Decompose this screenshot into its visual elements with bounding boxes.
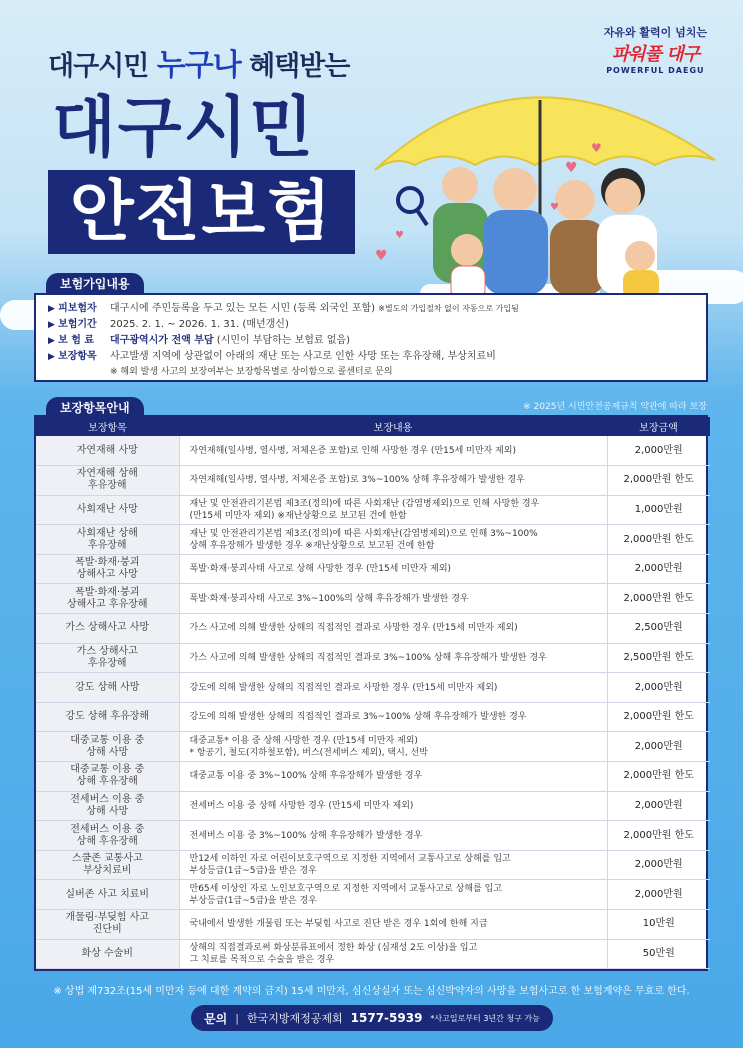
row-value: 대구시에 주민등록을 두고 있는 모든 시민 (등록 외국인 포함) [110,303,376,314]
coverage-amount: 2,000만원 [607,880,710,910]
coverage-amount: 1,000만원 [607,495,710,525]
coverage-item: 폭발·화재·붕괴 상해사고 후유장해 [36,584,179,614]
coverage-tab: 보장항목안내 [46,397,144,419]
coverage-amount: 2,000만원 [607,673,710,703]
row-value: 2025. 2. 1. ~ 2026. 1. 31. (매년갱신) [110,319,289,330]
coverage-desc: 가스 사고에 의해 발생한 상해의 직접적인 결과로 3%~100% 상해 후유장해가 발생한 경우 [179,643,607,673]
table-row [36,525,710,555]
coverage-item: 개물림·부딪힘 사고 진단비 [36,910,179,940]
coverage-item: 자연재해 사망 [36,436,179,466]
coverage-item: 실버존 사고 치료비 [36,880,179,910]
row-key: ▶ 피보험자 [48,301,110,317]
coverage-desc: 가스 사고에 의해 발생한 상해의 직접적인 결과로 사망한 경우 (만15세 미만자 제외) [179,614,607,644]
table-row [36,466,710,496]
coverage-amount: 10만원 [607,910,710,940]
svg-text:♥: ♥ [375,248,388,264]
row-value: (시민이 부담하는 보험료 없음) [216,335,351,346]
coverage-item: 강도 상해 사망 [36,673,179,703]
coverage-item: 전세버스 이용 중 상해 사망 [36,791,179,821]
subtitle-highlight: 누구나 [156,48,241,83]
column-header: 보장금액 [607,417,710,436]
family-umbrella-illustration [355,60,735,300]
row-key: ▶ 보험기간 [48,317,110,333]
contact-phone[interactable]: 1577-5939 [350,1011,423,1025]
enrollment-tab: 보험가입내용 [46,273,144,295]
enrollment-row [48,349,694,365]
coverage-item: 폭발·화재·붕괴 상해사고 사망 [36,554,179,584]
divider: | [235,1011,239,1025]
row-key: ▶ 보장항목 [48,349,110,365]
coverage-desc: 대중교통 이용 중 3%~100% 상해 후유장해가 발생한 경우 [179,762,607,792]
table-row [36,643,710,673]
table-row [36,939,710,969]
table-row [36,762,710,792]
coverage-amount: 2,000만원 한도 [607,525,710,555]
table-row [36,554,710,584]
coverage-desc: 대중교통* 이용 중 상해 사망한 경우 (만15세 미만자 제외) * 항공기, 철도(지하철포함), 버스(전세버스 제외), 택시, 선박 [179,732,607,762]
coverage-amount: 2,000만원 한도 [607,762,710,792]
coverage-amount: 2,000만원 한도 [607,821,710,851]
coverage-amount: 50만원 [607,939,710,969]
coverage-desc: 재난 및 안전관리기본법 제3조(정의)에 따른 사회재난(감염병제외)으로 인해 3%~100% 상해 후유장해가 발생한 경우 ※재난상황으로 보고된 건에 한함 [179,525,607,555]
coverage-item: 대중교통 이용 중 상해 후유장해 [36,762,179,792]
coverage-amount: 2,500만원 [607,614,710,644]
enrollment-row [48,317,694,333]
coverage-desc: 폭발·화재·붕괴사태 사고로 상해 사망한 경우 (만15세 미만자 제외) [179,554,607,584]
brand-name: 파워풀 대구 [611,44,699,65]
coverage-item: 가스 상해사고 사망 [36,614,179,644]
table-row [36,495,710,525]
coverage-desc: 만12세 이하인 자로 어린이보호구역으로 지정한 지역에서 교통사고로 상해를 입고 부상등급(1급~5급)을 받은 경우 [179,850,607,880]
coverage-item: 대중교통 이용 중 상해 사망 [36,732,179,762]
enrollment-row [48,333,694,349]
row-key: ▶ 보 험 료 [48,333,110,349]
table-row [36,880,710,910]
coverage-item: 화상 수술비 [36,939,179,969]
table-row [36,614,710,644]
coverage-desc: 전세버스 이용 중 상해 사망한 경우 (만15세 미만자 제외) [179,791,607,821]
coverage-table [34,415,708,971]
coverage-desc: 강도에 의해 발생한 상해의 직접적인 결과로 3%~100% 상해 후유장해가 발생한 경우 [179,702,607,732]
row-note: ※별도의 가입절차 없이 자동으로 가입됨 [378,304,519,313]
coverage-desc: 만65세 이상인 자로 노인보호구역으로 지정한 지역에서 교통사고로 상해를 입고 부상등급(1급~5급)을 받은 경우 [179,880,607,910]
coverage-note: ※ 2025년 시민안전공제규칙 약관에 따라 보장 [523,402,707,412]
svg-text:♥: ♥ [565,160,578,176]
table-row [36,821,710,851]
coverage-desc: 강도에 의해 발생한 상해의 직접적인 결과로 사망한 경우 (만15세 미만자 제외) [179,673,607,703]
coverage-desc: 전세버스 이용 중 3%~100% 상해 후유장해가 발생한 경우 [179,821,607,851]
coverage-desc: 재난 및 안전관리기본법 제3조(정의)에 따른 사회재난 (감염병제외)으로 인해 사망한 경우 (만15세 미만자 제외) ※재난상황으로 보고된 건에 한함 [179,495,607,525]
coverage-amount: 2,000만원 [607,436,710,466]
table-row [36,702,710,732]
coverage-desc: 폭발·화재·붕괴사태 사고로 3%~100%의 상해 후유장해가 발생한 경우 [179,584,607,614]
contact-note: *사고일로부터 3년간 청구 가능 [430,1013,540,1023]
coverage-amount: 2,000만원 한도 [607,702,710,732]
svg-text:♥: ♥ [591,141,602,155]
row-value-bold: 대구광역시가 전액 부담 [110,335,214,346]
coverage-desc: 자연재해(일사병, 열사병, 저체온증 포함)로 3%~100% 상해 후유장해가 발생한 경우 [179,466,607,496]
coverage-item: 자연재해 상해 후유장해 [36,466,179,496]
subtitle-text: 혜택받는 [249,51,350,82]
coverage-amount: 2,000만원 한도 [607,466,710,496]
table-row [36,791,710,821]
contact-label: 문의 [204,1011,228,1026]
coverage-item: 강도 상해 후유장해 [36,702,179,732]
coverage-amount: 2,000만원 한도 [607,584,710,614]
enrollment-box [34,293,708,382]
coverage-item: 스쿨존 교통사고 부상치료비 [36,850,179,880]
coverage-amount: 2,000만원 [607,850,710,880]
coverage-amount: 2,000만원 [607,554,710,584]
coverage-item: 가스 상해사고 후유장해 [36,643,179,673]
page-title-line2: 안전보험 [48,170,355,254]
table-row [36,436,710,466]
coverage-amount: 2,000만원 [607,732,710,762]
enrollment-note: ※ 해외 발생 사고의 보장여부는 보장항목별로 상이함으로 콜센터로 문의 [110,367,393,377]
subtitle [48,40,349,84]
subtitle-text: 대구시민 [48,51,149,82]
table-row [36,732,710,762]
page-title-line1: 대구시민 [52,89,316,166]
coverage-desc: 상해의 직접결과로써 화상분류표에서 정한 화상 (심재성 2도 이상)을 입고 그 치료를 목적으로 수술을 받은 경우 [179,939,607,969]
svg-text:♥: ♥ [550,202,559,213]
coverage-item: 사회재난 상해 후유장해 [36,525,179,555]
contact-org: 한국지방재정공제회 [247,1012,343,1025]
coverage-item: 전세버스 이용 중 상해 후유장해 [36,821,179,851]
legal-footnote: ※ 상법 제732조(15세 미만자 등에 대한 계약의 금지) 15세 미만자, 심신상실자 또는 심신박약자의 사망을 보험사고로 한 보험계약은 무효로 한다. [53,986,690,997]
brand-en: POWERFUL DAEGU [606,66,705,75]
table-row [36,584,710,614]
coverage-desc: 자연재해(일사병, 열사병, 저체온증 포함)로 인해 사망한 경우 (만15세 미만자 제외) [179,436,607,466]
coverage-amount: 2,000만원 [607,791,710,821]
table-row [36,850,710,880]
enrollment-row [48,301,694,317]
column-header: 보장내용 [179,417,607,436]
contact-bar [191,1005,553,1031]
coverage-desc: 국내에서 발생한 개물림 또는 부딪힘 사고로 진단 받은 경우 1회에 한해 지급 [179,910,607,940]
svg-text:♥: ♥ [395,230,404,241]
column-header: 보장항목 [36,417,179,436]
table-row [36,910,710,940]
coverage-item: 사회재난 사망 [36,495,179,525]
coverage-amount: 2,500만원 한도 [607,643,710,673]
table-row [36,673,710,703]
row-value: 사고발생 지역에 상관없이 아래의 재난 또는 사고로 인한 사망 또는 후유장해, 부상치료비 [110,351,496,362]
brand-tagline: 자유와 활력이 넘치는 [603,26,707,39]
